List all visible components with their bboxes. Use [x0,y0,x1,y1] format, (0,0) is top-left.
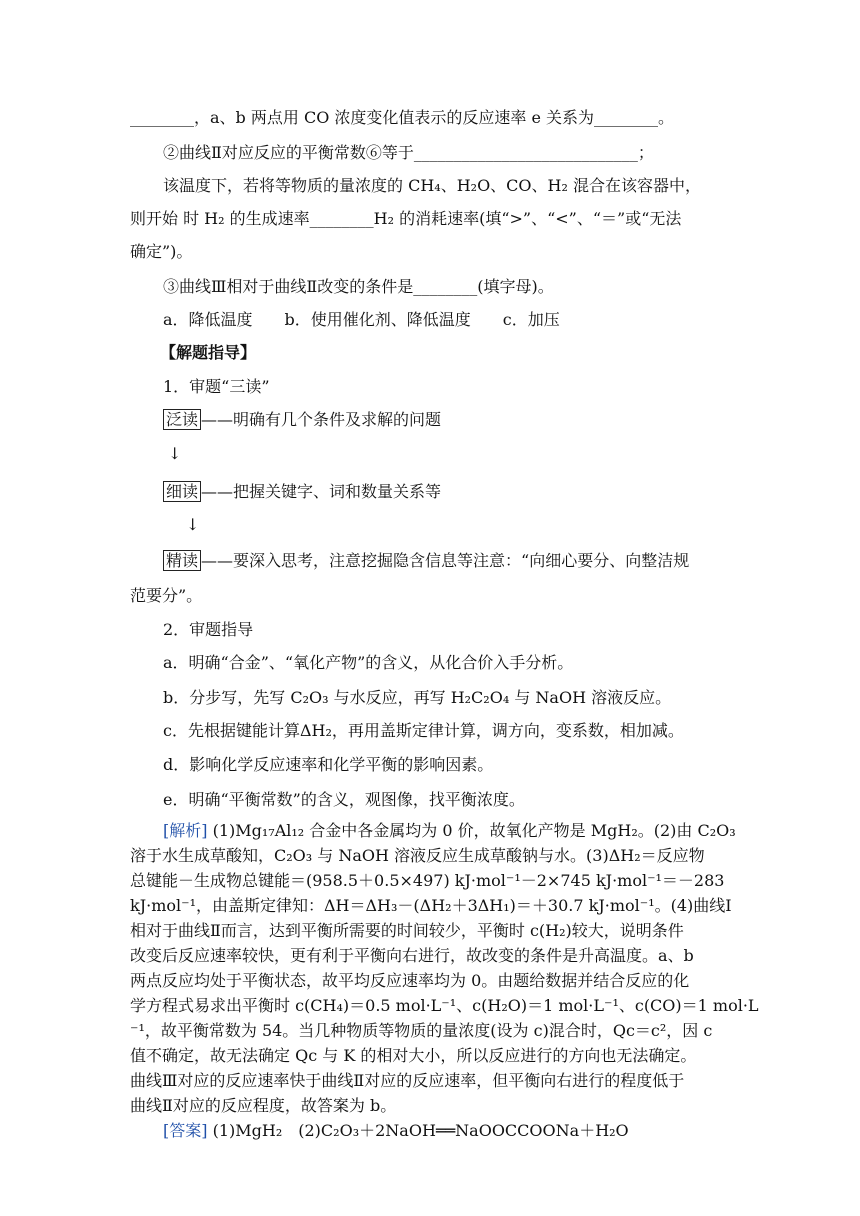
question-line: ________，a、b 两点用 CO 浓度变化值表示的反应速率 e 关系为________。 [130,108,675,127]
read-step-continued: 范要分”。 [130,586,203,605]
read-step-text: ——明确有几个条件及求解的问题 [201,410,442,429]
read-step [163,409,441,431]
analysis-tag: [解析] [163,821,208,840]
guide-item: d．影响化学反应速率和化学平衡的影响因素。 [163,755,494,774]
question-line: ③曲线Ⅲ相对于曲线Ⅱ改变的条件是________(填字母)。 [163,277,554,296]
section-heading: 【解题指导】 [160,343,257,362]
analysis-line: 总键能－生成物总键能＝(958.5＋0.5×497) kJ·mol⁻¹－2×745 kJ·mol⁻¹＝－283 [130,871,725,890]
answer-tag: [答案] [163,1121,208,1140]
analysis-first-line [163,820,736,842]
answer-line [163,1120,629,1142]
analysis-line: 改变后反应速率较快，更有利于平衡向右进行，故改变的条件是升高温度。a、b [130,946,694,965]
down-arrow-icon: ↓ [186,515,200,534]
down-arrow-icon: ↓ [168,444,182,463]
guide-item: c．先根据键能计算ΔH₂，再用盖斯定律计算，调方向，变系数，相加减。 [163,721,684,740]
analysis-line: 值不确定，故无法确定 Qc 与 K 的相对大小，所以反应进行的方向也无法确定。 [130,1046,697,1065]
read-step [163,481,441,503]
read-step-box: 细读 [163,481,201,502]
read-step-text: ——把握关键字、词和数量关系等 [201,482,442,501]
answer-text: (1)MgH₂ (2)C₂O₃＋2NaOH══NaOOCCOONa＋H₂O [212,1121,629,1140]
read-step-box: 精读 [163,550,201,571]
subsection-title: 2．审题指导 [163,620,254,639]
guide-item: a．明确“合金”、“氧化产物”的含义，从化合价入手分析。 [163,653,574,672]
read-step [163,550,689,572]
question-line: ②曲线Ⅱ对应反应的平衡常数⑥等于____________________________； [163,143,654,162]
analysis-line: 两点反应均处于平衡状态，故平均反应速率均为 0。由题给数据并结合反应的化 [130,971,690,990]
question-line: 则开始 时 H₂ 的生成速率________H₂ 的消耗速率(填“>”、“<”、“＝”或“无法 [130,209,682,228]
analysis-line: ⁻¹，故平衡常数为 54。当几种物质等物质的量浓度(设为 c)混合时，Qc＝c²，因 c [130,1021,713,1040]
analysis-line: 曲线Ⅲ对应的反应速率快于曲线Ⅱ对应的反应速率，但平衡向右进行的程度低于 [130,1071,685,1090]
analysis-line: 相对于曲线Ⅱ而言，达到平衡所需要的时间较少，平衡时 c(H₂)较大，说明条件 [130,921,684,940]
guide-item: b．分步写，先写 C₂O₃ 与水反应，再写 H₂C₂O₄ 与 NaOH 溶液反应。 [163,688,672,707]
analysis-line: 曲线Ⅱ对应的反应程度，故答案为 b。 [130,1096,397,1115]
analysis-line: 溶于水生成草酸知，C₂O₃ 与 NaOH 溶液反应生成草酸钠与水。(3)ΔH₂＝反应物 [130,846,705,865]
question-options: a．降低温度 b．使用催化剂、降低温度 c．加压 [163,310,560,329]
guide-item: e．明确“平衡常数”的含义，观图像，找平衡浓度。 [163,790,525,809]
analysis-line: (1)Mg₁₇Al₁₂ 合金中各金属均为 0 价，故氧化产物是 MgH₂。(2)由 C₂O₃ [212,821,736,840]
analysis-line: 学方程式易求出平衡时 c(CH₄)＝0.5 mol·L⁻¹、c(H₂O)＝1 mol·L⁻¹、c(CO)＝1 mol·L [130,996,759,1015]
subsection-title: 1．审题“三读” [163,377,270,396]
question-line: 该温度下，若将等物质的量浓度的 CH₄、H₂O、CO、H₂ 混合在该容器中， [163,176,701,195]
analysis-line: kJ·mol⁻¹，由盖斯定律知：ΔH＝ΔH₃－(ΔH₂＋3ΔH₁)＝＋30.7 kJ·mol⁻¹。(4)曲线Ⅰ [130,896,732,915]
read-step-box: 泛读 [163,409,201,430]
read-step-text: ——要深入思考，注意挖掘隐含信息等注意：“向细心要分、向整洁规 [201,551,690,570]
question-line: 确定”)。 [130,242,193,261]
